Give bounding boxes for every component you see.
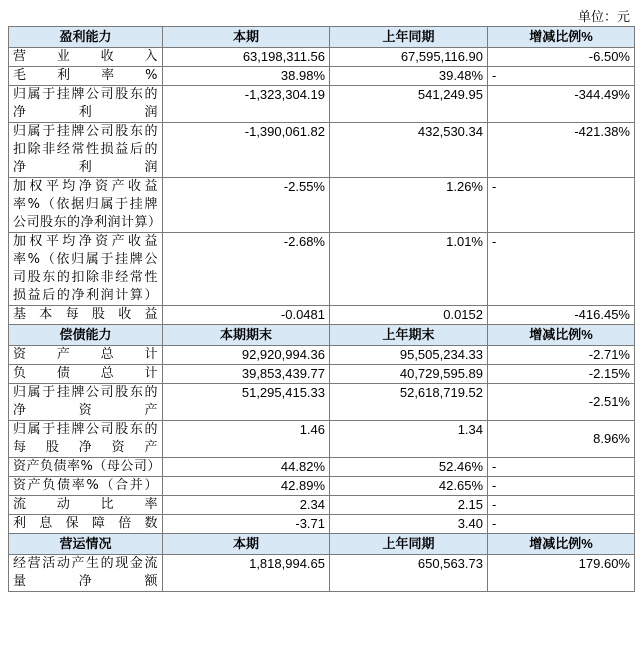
current-value: -1,323,304.19 [163, 86, 330, 123]
current-value: -3.71 [163, 515, 330, 534]
row-label: 归属于挂牌公司股东的净利润 [9, 86, 163, 123]
section-header-profitability [9, 27, 635, 48]
table-row [9, 123, 635, 178]
change-value: - [488, 233, 635, 306]
current-value: 92,920,994.36 [163, 346, 330, 365]
previous-value: 95,505,234.33 [330, 346, 488, 365]
previous-value: 0.0152 [330, 306, 488, 325]
row-label: 加权平均净资产收益率%（依据归属于挂牌公司股东的净利润计算） [9, 178, 163, 233]
table-row [9, 555, 635, 592]
header-cell: 本期 [163, 534, 330, 555]
unit-label: 单位：元 [577, 10, 630, 25]
current-value: 39,853,439.77 [163, 365, 330, 384]
current-value: -2.68% [163, 233, 330, 306]
section-header-solvency [9, 325, 635, 346]
row-label: 毛利率% [9, 67, 163, 86]
current-value: 2.34 [163, 496, 330, 515]
previous-value: 2.15 [330, 496, 488, 515]
previous-value: 67,595,116.90 [330, 48, 488, 67]
change-value: - [488, 458, 635, 477]
table-row [9, 365, 635, 384]
change-value: -421.38% [488, 123, 635, 178]
change-value: - [488, 67, 635, 86]
row-label: 加权平均净资产收益率%（依归属于挂牌公司股东的扣除非经常性损益后的净利润计算） [9, 233, 163, 306]
financial-indicators-table [8, 26, 635, 592]
header-cell: 上年期末 [330, 325, 488, 346]
current-value: 63,198,311.56 [163, 48, 330, 67]
header-cell: 本期期末 [163, 325, 330, 346]
table-row [9, 458, 635, 477]
table-row [9, 178, 635, 233]
header-cell: 本期 [163, 27, 330, 48]
previous-value: 52,618,719.52 [330, 384, 488, 421]
section-header-operations [9, 534, 635, 555]
header-cell: 增减比例% [488, 534, 635, 555]
table-row [9, 496, 635, 515]
table-row [9, 233, 635, 306]
row-label: 资产负债率%（合并） [9, 477, 163, 496]
row-label: 基本每股收益 [9, 306, 163, 325]
change-value: -2.71% [488, 346, 635, 365]
row-label: 归属于挂牌公司股东的扣除非经常性损益后的净利润 [9, 123, 163, 178]
table-row [9, 477, 635, 496]
change-value: 8.96% [488, 421, 635, 458]
change-value: -344.49% [488, 86, 635, 123]
header-cell: 盈利能力 [9, 27, 163, 48]
header-cell: 增减比例% [488, 325, 635, 346]
change-value: -416.45% [488, 306, 635, 325]
row-label: 资产负债率%（母公司） [9, 458, 163, 477]
change-value: -2.51% [488, 384, 635, 421]
row-label: 流动比率 [9, 496, 163, 515]
header-cell: 上年同期 [330, 27, 488, 48]
current-value: 1.46 [163, 421, 330, 458]
table-row [9, 86, 635, 123]
header-cell: 营运情况 [9, 534, 163, 555]
header-cell: 增减比例% [488, 27, 635, 48]
change-value: - [488, 496, 635, 515]
current-value: 51,295,415.33 [163, 384, 330, 421]
previous-value: 650,563.73 [330, 555, 488, 592]
previous-value: 3.40 [330, 515, 488, 534]
header-cell: 上年同期 [330, 534, 488, 555]
table-row [9, 346, 635, 365]
previous-value: 52.46% [330, 458, 488, 477]
current-value: 42.89% [163, 477, 330, 496]
row-label: 经营活动产生的现金流量净额 [9, 555, 163, 592]
current-value: 38.98% [163, 67, 330, 86]
row-label: 利息保障倍数 [9, 515, 163, 534]
header-cell: 偿债能力 [9, 325, 163, 346]
table-row [9, 515, 635, 534]
row-label: 资产总计 [9, 346, 163, 365]
change-value: - [488, 515, 635, 534]
previous-value: 42.65% [330, 477, 488, 496]
table-row [9, 67, 635, 86]
table-row [9, 384, 635, 421]
current-value: 44.82% [163, 458, 330, 477]
current-value: -1,390,061.82 [163, 123, 330, 178]
row-label: 归属于挂牌公司股东的每股净资产 [9, 421, 163, 458]
change-value: -2.15% [488, 365, 635, 384]
current-value: 1,818,994.65 [163, 555, 330, 592]
table-row [9, 48, 635, 67]
change-value: -6.50% [488, 48, 635, 67]
table-row [9, 306, 635, 325]
previous-value: 39.48% [330, 67, 488, 86]
row-label: 负债总计 [9, 365, 163, 384]
previous-value: 1.34 [330, 421, 488, 458]
change-value: 179.60% [488, 555, 635, 592]
previous-value: 541,249.95 [330, 86, 488, 123]
change-value: - [488, 477, 635, 496]
row-label: 营业收入 [9, 48, 163, 67]
previous-value: 1.01% [330, 233, 488, 306]
previous-value: 1.26% [330, 178, 488, 233]
previous-value: 432,530.34 [330, 123, 488, 178]
table-row [9, 421, 635, 458]
previous-value: 40,729,595.89 [330, 365, 488, 384]
current-value: -0.0481 [163, 306, 330, 325]
row-label: 归属于挂牌公司股东的净资产 [9, 384, 163, 421]
current-value: -2.55% [163, 178, 330, 233]
change-value: - [488, 178, 635, 233]
